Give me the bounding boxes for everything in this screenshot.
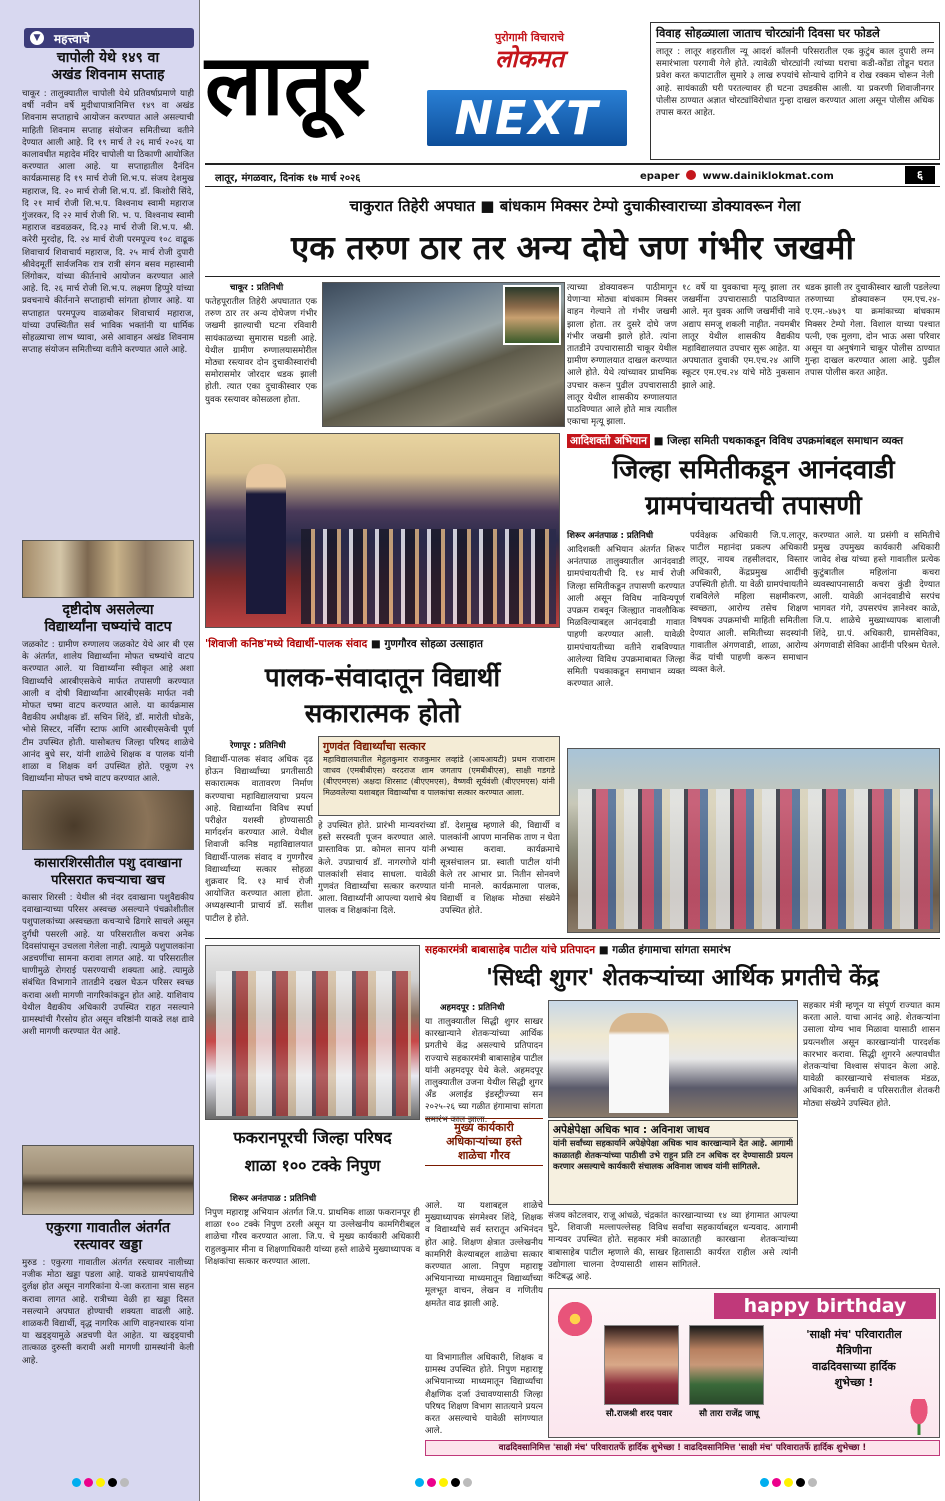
magenta-dot bbox=[772, 1478, 781, 1487]
masthead-title: लातूर bbox=[205, 35, 366, 134]
siddhi-quote-text: यांनी सर्वांच्या सहकार्याने अपेक्षेपेक्षा अधिक भाव कारखान्याने देत आहे. आगामी काळातही शेतकऱ्यांच्या पाठीशी उभे राहून प्रति टन अधिक दर देण्यासाठी प्रयत्न करणार असल्याचे कार्यकारी संचालक अविनाश जाधव यांनी सांगितले. bbox=[553, 1138, 793, 1171]
story4 bbox=[22, 1220, 194, 1477]
gray-dot bbox=[120, 1478, 129, 1487]
siddhi-quote-box bbox=[548, 1120, 798, 1205]
story3-body: कासार शिरसी : येथील श्री नंदर दवाखाना पशुवैद्यकीय दवाखान्याच्या परिसर अस्वच्छ असल्याने पंचक्रोशीतील पशुपालकांच्या अस्वच्छता कचऱ्याचे ढिगारे साचले असून दुर्गंधी पसरली आहे. या परिसरातील कचरा अनेक दिवसांपासून उचलला गेलेला नाही. त्यामुळे पशुपालकांना अडचणींचा सामना करावा लागत आहे. या परिसरातील घाणीमुळे रोगराई पसरण्याची शक्यता आहे. त्यामुळे संबंधित विभागाने तातडीने दखल घेऊन परिसर स्वच्छ करावा अशी मागणी नागरिकांकडून होत आहे. याशिवाय येथील वैद्यकीय अधिकारी उपस्थित राहत नसल्याने ग्रामस्थांची गैरसोय होत असून वरिष्ठांनी याकडे लक्ष द्यावे अशी मागणी करण्यात येत आहे. bbox=[22, 893, 194, 1038]
shivaji-headline-line2: सकारात्मक होतो bbox=[304, 699, 461, 729]
story4-title-line2: रस्त्यावर खड्डा bbox=[73, 1237, 143, 1253]
epaper-block bbox=[640, 170, 834, 182]
shivaji-award-title: गुणवंत विद्यार्थ्यांचा सत्कार bbox=[323, 740, 426, 753]
siddhi-stage bbox=[609, 1013, 669, 1113]
shivaji-kicker-text: ■ गुणगौरव सोहळा उत्साहात bbox=[367, 638, 483, 650]
section-label: महत्त्वाचे bbox=[54, 32, 90, 46]
cyan-dot bbox=[760, 1478, 769, 1487]
siddhi-col2: संजय कोटलवार, राजू आंधळे, चंद्रकांत घुटे, शिवाजी मल्लापल्लेसह विविध मान्यवर उपस्थित होते. सहकार मंत्री बाबासाहेब पाटील म्हणाले की, साखर उद्योगाला चालना देण्यासाठी शासन कटिबद्ध आहे. bbox=[548, 1211, 668, 1283]
registration-marks-right bbox=[760, 1472, 820, 1491]
shivaji-byline: रेणापूर : प्रतिनिधी bbox=[230, 741, 286, 751]
black-dot bbox=[451, 1478, 460, 1487]
story4-body: मुरुड : एकुरगा गावातील अंतर्गत रस्त्यावर नालीच्या नजीक मोठा खड्डा पडला आहे. याकडे ग्रामपंचायतीचे दुर्लक्ष होत असून नागरिकांना ये-जा करताना त्रास सहन करावा लागत आहे. रात्रीच्या वेळी हा खड्डा दिसत नसल्याने अपघात होण्याची शक्यता वाढली आहे. शाळकरी विद्यार्थी, वृद्ध नागरिक आणि वाहनधारक यांना या खड्ड्यामुळे अडचणी येत आहेत. या खड्ड्याची तात्काळ दुरुस्ती करावी अशी मागणी ग्रामस्थांनी केली आहे. bbox=[22, 1258, 194, 1366]
fakranpur-headline-line1: फकरानपूरची जिल्हा परिषद bbox=[233, 1128, 392, 1147]
accident-headline: एक तरुण ठार तर अन्य दोघे जण गंभीर जखमी bbox=[290, 228, 855, 267]
shivaji-award-text: महाविद्यालयातील मेहुलकुमार राजकुमार लव्हांडे (आयआयटी) प्रथम राजाराम जाधव (एमबीबीएस) वरदराज शाम जगताप (एमबीबीएस), साक्षी गडगडे (बीएएमएस) अक्षदा शिरसाट (बीएएमएस), वैष्णवी सूर्यवंशी (बीएएमएस) यांनी मिळवलेल्या यशाबद्दल विद्यार्थ्यांचा व पालकांचा सत्कार करण्यात आला. bbox=[323, 755, 555, 797]
birthday-footer: वाढदिवसानिमित्त 'साक्षी मंच' परिवारातर्फे हार्दिक शुभेच्छा ! वाढदिवसानिमित्त 'साक्षी मंच' परिवारातर्फे हार्दिक शुभेच्छा ! bbox=[425, 1440, 940, 1456]
accident-byline: चाकूर : प्रतिनिधी bbox=[230, 283, 284, 293]
chevron-down-icon: ▼ bbox=[30, 31, 44, 45]
fakranpur-sub-line2: अधिकाऱ्यांच्या हस्ते bbox=[446, 1135, 522, 1148]
siddhi-col4: सहकार मंत्री म्हणून या संपूर्ण राज्यात काम करता आले. याचा आनंद आहे. शेतकऱ्यांना उसाला योग्य भाव मिळावा यासाठी शासन प्रयत्नशील असून कारखान्यांनी पारदर्शक कारभार करावा. सिद्धी शुगरने अल्पावधीत शेतकऱ्यांचा विश्वास संपादन केला आहे. यावेळी कारखान्याचे संचालक मंडळ, अधिकारी, कर्मचारी व परिसरातील शेतकरी मोठ्या संख्येने उपस्थित होते. bbox=[803, 1001, 940, 1109]
story1-title-line2: अखंड शिवनाम सप्ताह bbox=[51, 67, 165, 83]
birthday-ad bbox=[548, 1288, 940, 1438]
black-dot bbox=[108, 1478, 117, 1487]
anandwadi-photo bbox=[567, 748, 940, 933]
masthead-bottom-rule bbox=[205, 163, 940, 165]
accident-victim-photo bbox=[503, 285, 561, 345]
flower-icon bbox=[555, 1299, 595, 1339]
siddhi-byline: अहमदपूर : प्रतिनिधी bbox=[440, 1003, 505, 1013]
accident-photo bbox=[322, 282, 565, 427]
accident-headline-rule bbox=[205, 276, 940, 277]
story3-photo bbox=[22, 790, 194, 850]
birthday-person2-name: सौ तारा राजेंद्र जाधू bbox=[699, 1409, 759, 1419]
gray-dot bbox=[808, 1478, 817, 1487]
magenta-dot bbox=[84, 1478, 93, 1487]
siddhi-kicker-tag: सहकारमंत्री बाबासाहेब पाटील यांचे प्रतिपादन bbox=[425, 944, 596, 956]
story1-body: चाकूर : तालुक्यातील चापोली येथे प्रतिवर्षाप्रमाणे याही वर्षी नवीन वर्षे मुदीधापात्रानिमित्त १४९ वा अखंड शिवनाम सप्ताहाचे आयोजन करण्यात आले असल्याची माहिती शिवनाम सप्ताह संयोजन समितीच्या वतीने देण्यात आली आहे. दि १९ मार्च ते २६ मार्च २०२६ या कालावधीत महादेव मंदिर चापोली या ठिकाणी आयोजित करण्यात आला आहे. या सप्ताहातील दैनंदिन कार्यक्रमासह दि १९ मार्च रोजी शि.भ.प. संजय देशमुख महाराज, दि. २० मार्च रोजी शि.भ.प. डॉ. किशोरी सिंदे, दि २१ मार्च रोजी शि.भ.प. विश्वनाथ स्वामी महाराज गुंजरकर, दि २२ मार्च रोजी शि. भ. प. विश्वनाथ स्वामी महाराज वडवळकर, दि.२३ मार्च रोजी शि.भ.प. श्री. करेरी मुरदोह, दि. २४ मार्च रोजी परमपूज्य १०८ वाढूक शिवाचार्य शिवाचार्य महाराज, दि. २५ मार्च रोजी दुपारी श्रीवेदमूर्ती सार्वजनिक रात्र रात्री संगन बसव महास्वामी लिंगोकर, यांच्या कीर्तनाचे आयोजन करण्यात आले आहे. दि. २६ मार्च रोजी शि.भ.प. लक्ष्मण हिप्पुरे यांच्या प्रवचनाचे कीर्तनाने सप्ताहाची सांगता होणार आहे. या सप्ताहात परमपूज्य वाळबोकर शिवाचार्य महाराज, यांच्या उपस्थितीत सर्व भाविक भक्तांनी या धार्मिक सोहळ्याचा लाभ घ्यावा, असे आवाहन अखंड शिवनाम सप्ताह संयोजन समितीच्या वतीने करण्यात आले आहे. bbox=[22, 89, 194, 356]
black-dot bbox=[796, 1478, 805, 1487]
cyan-dot bbox=[72, 1478, 81, 1487]
shivaji-event-photo bbox=[205, 433, 560, 628]
siddhi-kicker-text: ■ गळीत हंगामाचा सांगता समारंभ bbox=[595, 944, 731, 956]
fakranpur-subhead bbox=[425, 1118, 543, 1166]
fakranpur-sub-line3: शाळेचा गौरव bbox=[457, 1149, 510, 1162]
photo-person1 bbox=[604, 1325, 679, 1405]
fakranpur-group bbox=[216, 971, 411, 1116]
anandwadi-col3: करण्यात आले. या प्रसंगी व समितीचे प्रमुख उपमुख्य कार्यकारी अधिकारी जावेद शेख यांच्या हस्ते गावातील प्रत्येक कुटुंबातील महिलांना कचरा व्यवस्थापनासाठी कचरा कुंडी देण्यात आली. यावेळी आनंदवाडीचे सरपंच भागवत गंगे, उपसरपंच ज्ञानेश्वर काळे, जि.प. शाळेचे मुख्याध्यापक बालाजी शिंदे, ग्रा.पं. अधिकारी, ग्रामसेविका, अंगणवाडी सेविका आदींनी परिश्रम घेतले. bbox=[813, 531, 940, 651]
date-bottom-rule bbox=[205, 186, 940, 187]
shivaji-kicker bbox=[205, 637, 560, 651]
top-right-story bbox=[650, 22, 940, 160]
accident-col2: त्याच्या डोक्यावरून पाठीमागून येणाऱ्या मोठ्या बांधकाम मिक्सर वाहन गेल्याने तो गंभीर जखमी झाला होता. तर दुसरे दोघे जण गंभीर जखमी झाले होते. त्यांना तातडीने उपचारासाठी चाकूर येथील ग्रामीण रुग्णालयात दाखल करण्यात आले होते. येथे त्यांच्यावर प्राथमिक उपचार करून पुढील उपचारासाठी लातूर येथील शासकीय रुग्णालयात पाठविण्यात आले होते मात्र त्यातील एकाचा मृत्यू झाला. bbox=[567, 283, 677, 427]
top-right-headline: विवाह सोहळ्याला जाताच चोरट्यांनी दिवसा घर फोडले bbox=[656, 26, 934, 43]
shivaji-col2: हे उपस्थित होते. प्रारंभी मान्यवरांच्या हस्ते सरस्वती पूजन करण्यात आले. प्रास्ताविक प्रा. कोमल सानप यांनी केले. उपप्राचार्य डॉ. नागरगोजे यांनी पालकांशी संवाद साधला. यावेळी गुणवंत विद्यार्थ्यांचा सत्कार करण्यात आला. विद्यार्थ्यांनी आपल्या यशाचे श्रेय पालक व शिक्षकांना दिले. bbox=[318, 821, 436, 917]
fakranpur-photo bbox=[205, 945, 420, 1120]
mid-rule bbox=[205, 938, 940, 939]
yellow-dot bbox=[96, 1478, 105, 1487]
fakranpur-col3: या विभागातील अधिकारी, शिक्षक व ग्रामस्थ उपस्थित होते. निपुण महाराष्ट्र अभियानाच्या माध्यमातून विद्यार्थ्यांचा शैक्षणिक दर्जा उंचावण्यासाठी जिल्हा परिषद शिक्षण विभाग सातत्याने प्रयत्न करत असल्याचे यावेळी सांगण्यात आले. bbox=[425, 1353, 543, 1437]
date-line: लातूर, मंगळवार, दिनांक १७ मार्च २०२६ bbox=[215, 173, 361, 184]
masthead-brand-logo: लोकमत bbox=[495, 44, 564, 73]
anandwadi-byline: शिरूर अनंतपाळ : प्रतिनिधी bbox=[567, 531, 654, 541]
gray-dot bbox=[463, 1478, 472, 1487]
shivaji-audience bbox=[301, 529, 556, 624]
anandwadi-kicker-text: ■ जिल्हा समिती पथकाकडून विविध उपक्रमांबद्दल समाधान व्यक्त bbox=[649, 435, 904, 447]
siddhi-kicker bbox=[425, 943, 940, 957]
siddhi-headline: 'सिध्दी शुगर' शेतकऱ्यांच्या आर्थिक प्रगतीचे केंद्र bbox=[485, 964, 880, 991]
story4-title-line1: एकुरगा गावातील अंतर्गत bbox=[45, 1220, 171, 1236]
fakranpur-col1: निपुण महाराष्ट्र अभियान अंतर्गत जि.प. प्राथमिक शाळा फकरानपूर ही शाळा १०० टक्के निपुण ठरली असून या उल्लेखनीय कामगिरीबद्दल शाळेचा गौरव करण्यात आला. जि.प. चे मुख्य कार्यकारी अधिकारी राहुलकुमार मीना व शिक्षणाधिकारी यांच्या हस्ते शाळेचे मुख्याध्यापक व शिक्षकांचा सत्कार करण्यात आला. bbox=[205, 1208, 420, 1267]
section-label-bar bbox=[24, 28, 194, 48]
yellow-dot bbox=[439, 1478, 448, 1487]
magenta-dot bbox=[427, 1478, 436, 1487]
story2-body: जळकोट : ग्रामीण रुग्णालय जळकोट येथे आर बी एस के अंतर्गत, शालेय विद्यार्थ्यांना मोफत चष्म्यांचे वाटप करण्यात आले. या विद्यार्थ्यांना स्वीकृत आहे अशा विद्यार्थ्यांचे आरबीएसकेचे मार्फत तपासणी करण्यात आली व दोषी विद्यार्थ्यांना आरबीएसके मार्फत नवी मोफत चष्मा वाटप करण्यात आले. या कार्यक्रमास वैद्यकीय अधीक्षक डॉ. सचिन शिंदे, डॉ. मारोती घोडके, भोसे सिस्टर, नर्सिंग स्टाफ आणि आरबीएसकेची पूर्ण टीम उपस्थित होती. यासोबतच जिल्हा परिषद शाळेचे आनंद बुधे सर, यांनी शाळेचे शिक्षक व पालक यांनी शाळा व शिक्षक वर्ग उपस्थित होते. एकूण २९ विद्यार्थ्यांना मोफत चष्मे वाटप करण्यात आले. bbox=[22, 640, 194, 785]
story2-photo bbox=[22, 540, 194, 598]
story3-title-line2: परिसरात कचऱ्याचा खच bbox=[51, 873, 165, 888]
shivaji-speaker bbox=[246, 464, 286, 614]
siddhi-quote-title: अपेक्षेपेक्षा अधिक भाव : अविनाश जाधव bbox=[553, 1123, 793, 1138]
page-number: ६ bbox=[905, 166, 935, 184]
anandwadi-col1: आदिशक्ती अभियान अंतर्गत शिरूर अनंतपाळ तालुक्यातील आनंदवाडी ग्रामपंचायतीची दि. १४ मार्च रोजी जिल्हा समितीकडून तपासणी करण्यात आली असून विविध नाविन्यपूर्ण उपक्रम राबवून जिल्ह्यात नावलौकिक मिळविल्याबद्दल आनंदवाडी गावात पाहणी करण्यात आली. यावेळी ग्रामपंचायतीच्या वतीने राबविण्यात आलेल्या विविध उपक्रमाबाबत जिल्हा समिती पथकाकडून समाधान व्यक्त करण्यात आले. bbox=[567, 545, 685, 690]
fakranpur-headline-line2: शाळा १०० टक्के निपुण bbox=[244, 1156, 381, 1175]
birthday-message-line1: 'साक्षी मंच' परिवारातील bbox=[806, 1328, 902, 1341]
siddhi-col3: कारखान्याच्या १४ व्या हंगामात आपल्या सर्वांचा सहकार्याबद्दल धन्यवाद. आगामी काळातही कारखाना शेतकऱ्यांच्या हितासाठी कार्यरत राहील असे त्यांनी सांगितले. bbox=[672, 1211, 798, 1270]
story3 bbox=[22, 855, 194, 1142]
birthday-message-line4: शुभेच्छा ! bbox=[834, 1376, 874, 1389]
birthday-person1-name: सौ.राजश्री शरद पवार bbox=[605, 1409, 673, 1419]
birthday-message-line2: मैत्रिणीना bbox=[836, 1344, 872, 1357]
birthday-message bbox=[774, 1327, 934, 1391]
photo-person2 bbox=[689, 1325, 764, 1405]
anandwadi-col2: पर्यवेक्षक अधिकारी जि.प.लातूर, पाटील महानंदा प्रकल्प अधिकारी लातूर, नायब तहसीलदार, विस्तार अधिकारी, केंद्रप्रमुख आदींची उपस्थिती होती. या वेळी ग्रामपंचायतीने राबविलेले महिला सक्षमीकरण, स्वच्छता, आरोग्य तसेच शिक्षण विषयक उपक्रमांची माहिती समितीला देण्यात आली. समितीच्या सदस्यांनी गावातील अंगणवाडी, शाळा, आरोग्य केंद्र यांची पाहणी करून समाधान व्यक्त केले. bbox=[690, 531, 808, 676]
masthead-tagline: पुरोगामी विचाराचे bbox=[495, 31, 565, 44]
story4-photo bbox=[22, 1145, 194, 1215]
masthead bbox=[205, 20, 645, 180]
shivaji-kicker-tag: 'शिवाजी कनिष्ठ'मध्ये विद्यार्थी-पालक संवाद bbox=[205, 638, 368, 650]
shivaji-col3: डॉ. देशमुख म्हणाले की, विद्यार्थी व पालकांनी आपण मानसिक ताण न घेता अभ्यास करावा. कार्यक्रमाचे सूत्रसंचालन प्रा. स्वाती पाटील यांनी केले तर आभार प्रा. नितीन सोनवणे यांनी मानले. कार्यक्रमाला पालक, विद्यार्थी व शिक्षक मोठ्या संख्येने उपस्थित होते. bbox=[440, 821, 560, 917]
anandwadi-kicker-tag: आदिशक्ती अभियान bbox=[567, 434, 650, 448]
registration-marks-center bbox=[415, 1472, 475, 1491]
globe-icon bbox=[686, 170, 696, 180]
epaper-url[interactable]: www.dainiklokmat.com bbox=[702, 171, 834, 182]
story3-title-line1: कासारशिरसीतील पशु दवाखाना bbox=[34, 856, 182, 871]
story1-title-line1: चापोली येथे १४९ वा bbox=[56, 50, 160, 66]
registration-marks-left bbox=[72, 1472, 132, 1491]
cyan-dot bbox=[415, 1478, 424, 1487]
story2 bbox=[22, 602, 194, 809]
story2-title-line1: दृष्टीदोष असलेल्या bbox=[62, 602, 154, 618]
birthday-banner: happy birthday bbox=[714, 1293, 936, 1319]
shivaji-col1: विद्यार्थी-पालक संवाद अधिक दृढ होऊन विद्यार्थ्यांच्या प्रगतीसाठी सकारात्मक वातावरण निर्माण करण्याचा महाविद्यालयाचा प्रयत्न आहे. विद्यार्थ्यांना विविध स्पर्धा परीक्षेत यशस्वी होण्यासाठी मार्गदर्शन करण्यात आले. येथील शिवाजी कनिष्ठ महाविद्यालयात विद्यार्थी-पालक संवाद व गुणगौरव विद्यार्थ्यांच्या सत्कार सोहळा शुक्रवार दि. १३ मार्च रोजी आयोजित करण्यात आला होता. अध्यक्षस्थानी प्राचार्य डॉ. सतीश पाटील हे होते. bbox=[205, 755, 313, 924]
accident-col4: धडक झाली तर दुचाकीस्वार खाली पडलेल्या तरुणाच्या डोक्यावरून एम.एच.२४-ए.एम.-४७३९ या क्रमांकाच्या बांधकाम मिक्सर टेम्पो गेला. विशाल याच्या पश्चात पत्नी, एक मुलगा, दोन भाऊ असा परिवार असून या अनुषंगाने चाकूर पोलीस ठाण्यात गुन्हा दाखल करण्यात आला आहे. पुढील तपास पोलीस करत आहेत. bbox=[805, 283, 940, 379]
siddhi-col1: या तालुक्यातील सिद्धी शुगर साखर कारखान्याने शेतकऱ्यांच्या आर्थिक प्रगतीचे केंद्र असल्याचे प्रतिपादन राज्याचे सहकारमंत्री बाबासाहेब पाटील यांनी अहमदपूर येथे केले. अहमदपूर तालुक्यातील उजना येथील सिद्धी शुगर अँड अलाईड इंडस्ट्रीज्च्या सन २०२५-२६ च्या गळीत हंगामाचा सांगता समारंभ काल झाला. bbox=[425, 1017, 543, 1125]
accident-kicker: चाकुरात तिहेरी अपघात ■ बांधकाम मिक्सर टेम्पो दुचाकीस्वाराच्या डोक्यावरून गेला bbox=[349, 197, 801, 215]
story1 bbox=[22, 50, 194, 573]
anandwadi-headline-line2: ग्रामपंचायतची तपासणी bbox=[645, 491, 862, 521]
story2-title-line2: विद्यार्थ्यांना चष्म्यांचे वाटप bbox=[44, 619, 172, 635]
siddhi-photo bbox=[548, 1000, 798, 1118]
anandwadi-headline-line1: जिल्हा समितीकडून आनंदवाडी bbox=[612, 455, 895, 485]
top-right-body: लातूर : लातूर शहरातील न्यू आदर्श कॉलनी परिसरातील एक कुटुंब काल दुपारी लग्न समारंभाला परगावी गेले होते. त्यावेळी चोरट्यांनी त्यांच्या घराचा कडी-कोंडा तोडून घरात प्रवेश करत कपाटातील सुमारे ३ लाख रुपयांचे सोन्याचे दागिने व रोख रक्कम चोरून नेली आहे. सायंकाळी घरी परतल्यावर ही घटना उघडकीस आली. या प्रकरणी शिवाजीनगर पोलीस ठाण्यात अज्ञात चोरट्यांविरोधात गुन्हा दाखल करण्यात आला असून पोलीस अधिक तपास करत आहेत. bbox=[656, 47, 934, 119]
yellow-dot bbox=[784, 1478, 793, 1487]
tulip-icon bbox=[904, 1399, 934, 1435]
birthday-message-line3: वाढदिवसाच्या हार्दिक bbox=[812, 1360, 896, 1373]
left-column bbox=[0, 0, 200, 1501]
fakranpur-col2: आले. या यशाबद्दल शाळेचे मुख्याध्यापक संगमेश्वर शिंदे, शिक्षक व विद्यार्थ्यांचे सर्व स्तरातून अभिनंदन होत आहे. शिक्षण क्षेत्रात उल्लेखनीय कामगिरी केल्याबद्दल शाळेचा सत्कार करण्यात आला. निपुण महाराष्ट्र अभियानाच्या माध्यमातून विद्यार्थ्यांच्या मूलभूत वाचन, लेखन व गणितीय क्षमतेत वाढ झाली आहे. bbox=[425, 1201, 543, 1309]
accident-col1: फतेहपूरातील तिहेरी अपघातात एक तरुण ठार तर अन्य दोघेजण गंभीर जखमी झाल्याची घटना रविवारी सायंकाळच्या सुमारास घडली आहे. येथील ग्रामीण रुग्णालयासमोरील मोठ्या रस्त्यावर दोन दुचाकीस्वारांची समोरासमोर जोरदार धडक झाली होती. त्यात एका दुचाकीस्वार एक युवक रस्त्यावर कोसळला होता. bbox=[205, 297, 317, 405]
shivaji-award-box bbox=[318, 736, 560, 816]
epaper-label: epaper bbox=[640, 171, 680, 182]
anandwadi-kicker bbox=[567, 434, 940, 448]
masthead-next-label: NEXT bbox=[427, 90, 627, 146]
fakranpur-sub-line1: मुख्य कार्यकारी bbox=[454, 1121, 514, 1134]
accident-col3: १८ वर्षे या युवकाचा मृत्यू झाला तर जखमींना उपचारासाठी पाठविण्यात आले. मृत युवक आणि जखमींची नावे अद्याप समजू शकली नाहीत. नयमबीर लातूर येथील शासकीय वैद्यकीय महाविद्यालयात उपचार सुरू आहेत. या अपघातात दुचाकी एम.एच.२४ आणि स्कूटर एम.एच.२४ यांचे मोठे नुकसान झाले आहे. bbox=[682, 283, 800, 391]
fakranpur-byline: शिरूर अनंतपाळ : प्रतिनिधी bbox=[230, 1194, 317, 1204]
shivaji-headline-line1: पालक-संवादातून विद्यार्थी bbox=[264, 663, 501, 693]
anandwadi-group bbox=[578, 789, 933, 929]
